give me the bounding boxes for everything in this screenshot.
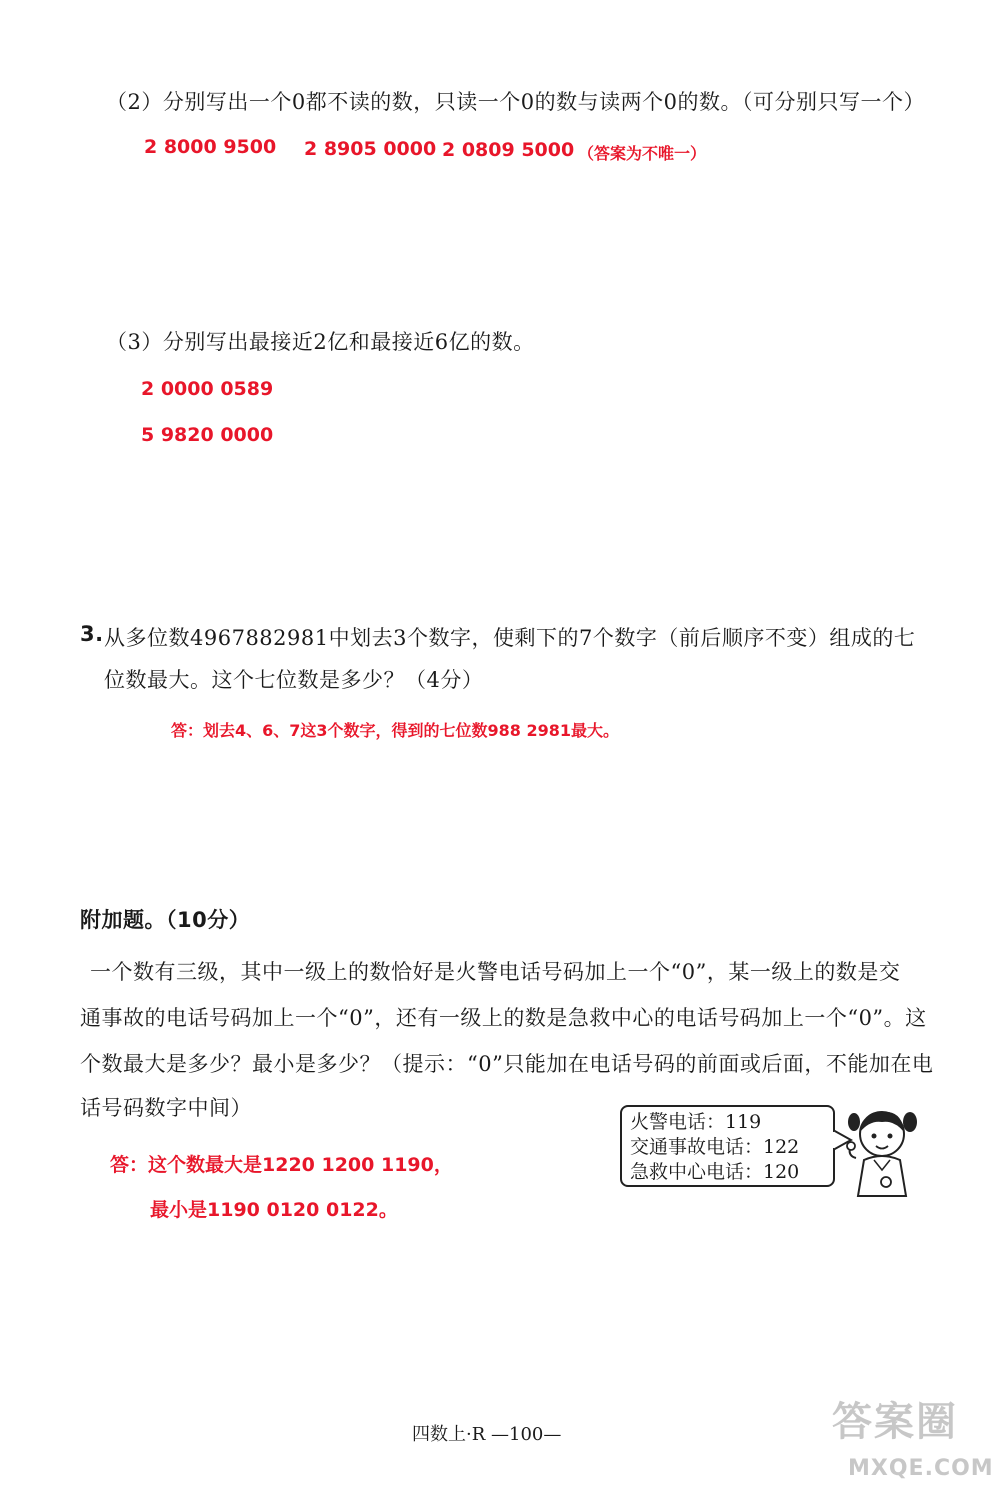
callout-line-emergency: 急救中心电话：120 [630,1161,800,1183]
problem3-line1: 从多位数4967882981中划去3个数字，使剩下的7个数字（前后顺序不变）组成的七 [104,626,916,650]
phone-numbers-callout [620,1105,835,1187]
page-footer: 四数上·R —100— [412,1424,562,1445]
bonus-line4: 话号码数字中间） [80,1096,252,1120]
q3-answer-2: 5 9820 0000 [141,424,274,446]
q3-answer-1: 2 0000 0589 [141,378,274,400]
watermark-url: MXQE.COM [848,1456,994,1481]
problem3-number: 3. [80,622,104,646]
q2-question: （2）分别写出一个0都不读的数，只读一个0的数与读两个0的数。（可分别只写一个） [106,90,925,114]
problem3-line2: 位数最大。这个七位数是多少？（4分） [104,668,484,692]
q3-question: （3）分别写出最接近2亿和最接近6亿的数。 [106,330,535,354]
bonus-answer-2: 最小是1190 0120 0122。 [150,1199,398,1221]
watermark-logo: 答案圈 [832,1399,958,1445]
problem3-answer: 答：划去4、6、7这3个数字，得到的七位数988 2981最大。 [171,721,620,740]
girl-illustration [842,1100,920,1198]
bonus-answer-1: 答：这个数最大是1220 1200 1190， [110,1154,453,1176]
q2-answer-2: 2 8905 0000 [304,138,437,160]
callout-line-fire: 火警电话：119 [630,1111,762,1133]
bonus-title: 附加题。（10分） [80,908,251,932]
bonus-line3: 个数最大是多少？最小是多少？（提示：“0”只能加在电话号码的前面或后面，不能加在电 [80,1052,934,1076]
q2-answer-note: （答案为不唯一） [578,144,707,163]
q2-answer-3: 2 0809 5000 [442,139,575,161]
bonus-line2: 通事故的电话号码加上一个“0”，还有一级上的数是急救中心的电话号码加上一个“0”。这 [80,1006,927,1030]
callout-line-traffic: 交通事故电话：122 [630,1136,800,1158]
bonus-line1: 一个数有三级，其中一级上的数恰好是火警电话号码加上一个“0”，某一级上的数是交 [90,960,901,984]
q2-answer-1: 2 8000 9500 [144,136,277,158]
